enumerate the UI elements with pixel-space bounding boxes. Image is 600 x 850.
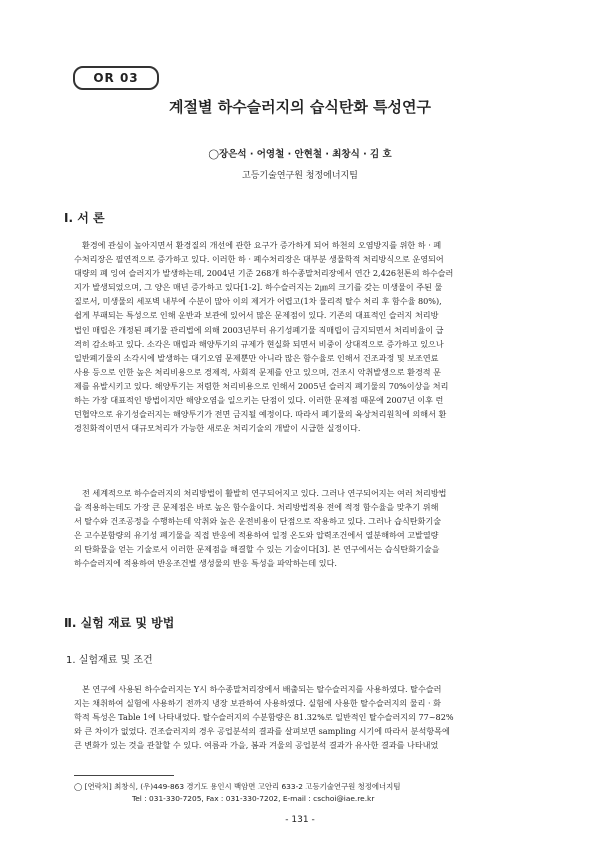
text-line: 와 큰 차이가 없었다. 건조슬러지의 경우 공업분석의 결과를 살펴보면 sampling 시기에 따라서 분석항목에 — [74, 726, 450, 737]
text-line: 서 탈수와 건조공정을 수행하는데 악취와 높은 운전비용이 단점으로 작용하고 있다. 그러나 습식탄화기술 — [74, 516, 442, 527]
paper-title: 계절별 하수슬러지의 습식탄화 특성연구 — [169, 98, 431, 116]
session-badge: OR 03 — [73, 66, 159, 90]
text-line: 을 적용하는데도 가장 큰 문제점은 바로 높은 함수율이다. 처리방법적용 전에 적정 함수율을 맞추기 위해 — [74, 502, 439, 513]
text-line: 은 고수분함량의 유기성 폐기물을 직접 반응에 적용하여 일정 온도와 압력조건에서 열분해하여 고발열량 — [74, 530, 439, 541]
text-line: 격히 감소하고 있다. 소각은 매립과 해양투기의 규제가 현실화 되면서 비중이 상대적으로 증가하고 있으나 — [74, 338, 444, 349]
text-line: 의 탄화물을 얻는 기술로서 이러한 문제점을 해결할 수 있는 기술이다[3]. 본 연구에서는 습식탄화기술을 — [74, 544, 440, 555]
text-line: 법인 매립은 개정된 폐기물 관리법에 의해 2003년부터 유기성폐기물 직매립이 금지되면서 처리비율이 급 — [74, 324, 444, 335]
subsection1-heading: 1. 실험재료 및 조건 — [66, 655, 153, 666]
footnote-tel: Tel : 031-330-7205, Fax : 031-330-7202, E-mail : cschoi@iae.re.kr — [132, 794, 375, 803]
text-line: 지가 발생되었으며, 그 양은 매년 증가하고 있다[1-2]. 하수슬러지는 2㎛의 크기를 갖는 미생물이 주된 물 — [74, 282, 443, 293]
section1-paragraph1 — [74, 238, 526, 435]
text-line: 일반폐기물의 소각시에 발생하는 대기오염 문제뿐만 아니라 많은 함수율로 인해서 건조과정 및 보조연료 — [74, 352, 439, 363]
text-line: 던협약으로 유기성슬러지는 해양투기가 전면 금지될 예정이다. 따라서 폐기물의 육상처리원칙에 의해서 환 — [74, 409, 447, 420]
text-line: 본 연구에 사용된 하수슬러지는 Y시 하수종말처리장에서 배출되는 탈수슬러지를 사용하였다. 탈수슬러 — [82, 684, 442, 694]
text-line: 쉽게 부패되는 특성으로 인해 운반과 보관에 있어서 많은 문제점이 있다. 기존의 대표적인 슬러지 처리방 — [74, 310, 439, 321]
text-line: 대량의 폐 잉여 슬러지가 발생하는데, 2004년 기준 268개 하수종말처리장에서 연간 2,426천톤의 하수슬러 — [74, 268, 454, 279]
text-line: 환경에 관심이 높아지면서 환경질의 개선에 관한 요구가 증가하게 되어 하천의 오염방지를 위한 하 · 폐 — [82, 240, 442, 250]
authors-line: ◯장은석 · 어영철 · 안현철 · 최창식 · 김 호 — [208, 149, 392, 160]
text-line: 수처리장은 필연적으로 증가하고 있다. 이러한 하 · 폐수처리장은 대부분 생물학적 처리방식으로 운영되어 — [74, 254, 444, 265]
section2-heading: Ⅱ. 실험 재료 및 방법 — [64, 616, 175, 630]
text-line: 하는 가장 대표적인 방법이지만 해양오염을 일으키는 단점이 있다. 이러한 문제점 때문에 2007년 이후 런 — [74, 395, 444, 406]
footnote-contact: ◯ [연락처] 최창식, (우)449-863 경기도 용인시 백암면 고안리 633-2 고등기술연구원 청정에너지팀 — [74, 782, 401, 791]
footnote-divider — [74, 775, 174, 776]
section1-paragraph2 — [74, 486, 526, 571]
text-line: 지는 채취하여 실험에 사용하기 전까지 냉장 보관하여 사용하였다. 실험에 사용한 탈수슬러지의 물리 · 화 — [74, 698, 441, 709]
section2-paragraph1 — [74, 682, 526, 752]
text-line: 하수슬러지에 적용하여 반응조건별 생성물의 반응 특성을 파악하는데 있다. — [74, 558, 337, 569]
text-line: 학적 특성은 Table 1에 나타내었다. 탈수슬러지의 수분함량은 81.32%로 일반적인 탈수슬러지의 77~82% — [74, 712, 454, 723]
text-line: 사용 등으로 인한 높은 처리비용으로 경제적, 사회적 문제를 안고 있으며, 건조시 악취발생으로 환경적 문 — [74, 366, 441, 377]
text-line: 질로서, 미생물의 세포벽 내부에 수분이 많아 이의 제거가 어렵고(1차 물리적 탈수 처리 후 함수율 80%), — [74, 296, 442, 307]
affiliation-line: 고등기술연구원 청정에너지팀 — [242, 171, 358, 181]
text-line: 경친화적이면서 대규모처리가 가능한 새로운 처리기술의 개발이 시급한 실정이다. — [74, 423, 361, 434]
text-line: 전 세계적으로 하수슬러지의 처리방법이 활발히 연구되어지고 있다. 그러나 연구되어지는 여러 처리방법 — [82, 488, 447, 498]
text-line: 제를 유발시키고 있다. 해양투기는 저렴한 처리비용으로 인해서 2005년 슬러지 폐기물의 70%이상을 처리 — [74, 380, 449, 391]
text-line: 큰 변화가 있는 것을 관찰할 수 있다. 여름과 가을, 봄과 겨울의 공업분석 결과가 유사한 결과를 나타내었 — [74, 740, 439, 751]
section1-heading: Ⅰ. 서 론 — [64, 211, 105, 225]
page-number: - 131 - — [285, 815, 315, 825]
